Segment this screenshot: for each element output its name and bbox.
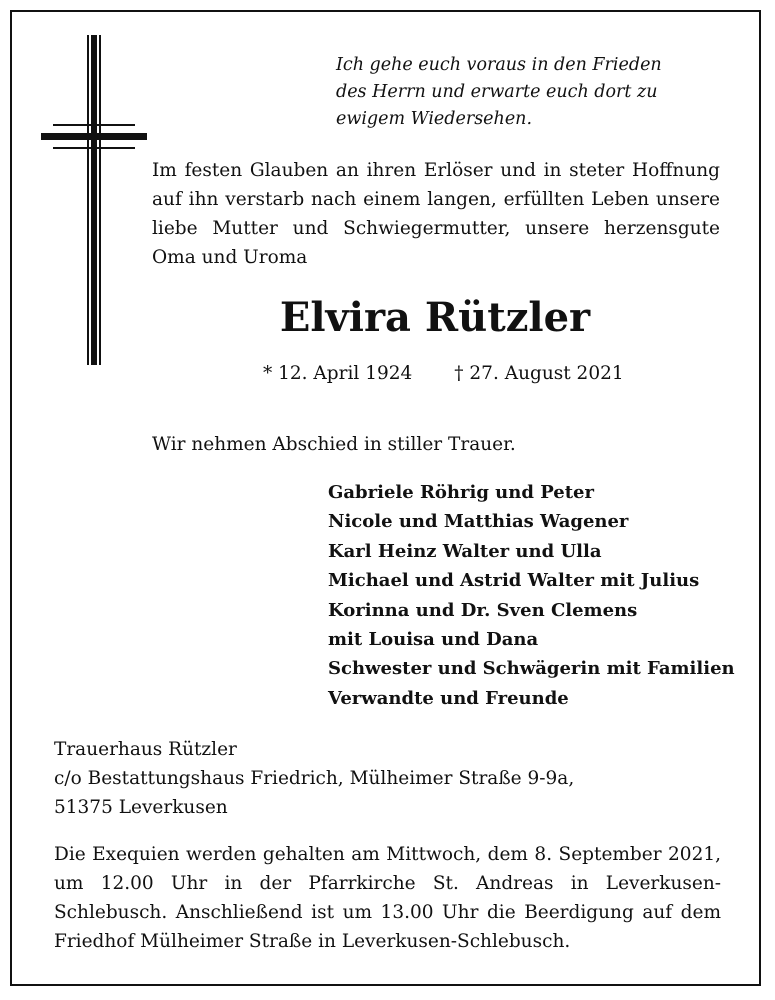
mourner-line: Michael und Astrid Walter mit Julius [328,570,700,592]
mourner-line: Nicole und Matthias Wagener [328,511,629,533]
farewell-text: Wir nehmen Abschied in stiller Trauer. [152,434,516,455]
death-date: † 27. August 2021 [454,363,624,384]
deceased-name: Elvira Rützler [279,294,591,341]
cross-icon [41,35,147,365]
mourner-line: Korinna und Dr. Sven Clemens [328,599,638,621]
mourner-line: Karl Heinz Walter und Ulla [328,540,602,562]
intro-paragraph: Im festen Glauben an ihren Erlöser und in steter Hoffnung auf ihn verstarb nach einem langen, erfüllten Leben unsere liebe Mutter und Schwiegermutter, unsere herzensgute Oma und Uroma [152,160,720,268]
mourning-address [54,735,574,822]
address-line: c/o Bestattungshaus Friedrich, Mülheimer Straße 9-9a, [54,768,575,789]
bible-quote [336,52,736,133]
birth-date: * 12. April 1924 [263,363,413,384]
address-line: Trauerhaus Rützler [54,739,237,760]
mourner-line: Gabriele Röhrig und Peter [328,482,594,503]
mourners-list [328,478,735,713]
mourner-line: Schwester und Schwägerin mit Familien [328,658,735,680]
life-dates [263,360,624,388]
quote-line: ewigem Wiedersehen. [336,109,533,129]
quote-line: des Herrn und erwarte euch dort zu [336,82,658,102]
service-paragraph: Die Exequien werden gehalten am Mittwoch, dem 8. September 2021, um 12.00 Uhr in der Pfarrkirche St. Andreas in Leverkusen-Schlebusch. Anschließend ist um 13.00 Uhr die Beerdigung auf dem Friedhof Mülheimer Straße in Leverkusen-Schlebusch. [54,844,721,952]
quote-line: Ich gehe euch voraus in den Frieden [336,55,662,75]
mourner-line: Verwandte und Freunde [328,687,569,709]
mourner-line: mit Louisa und Dana [328,629,539,651]
address-line: 51375 Leverkusen [54,797,228,818]
